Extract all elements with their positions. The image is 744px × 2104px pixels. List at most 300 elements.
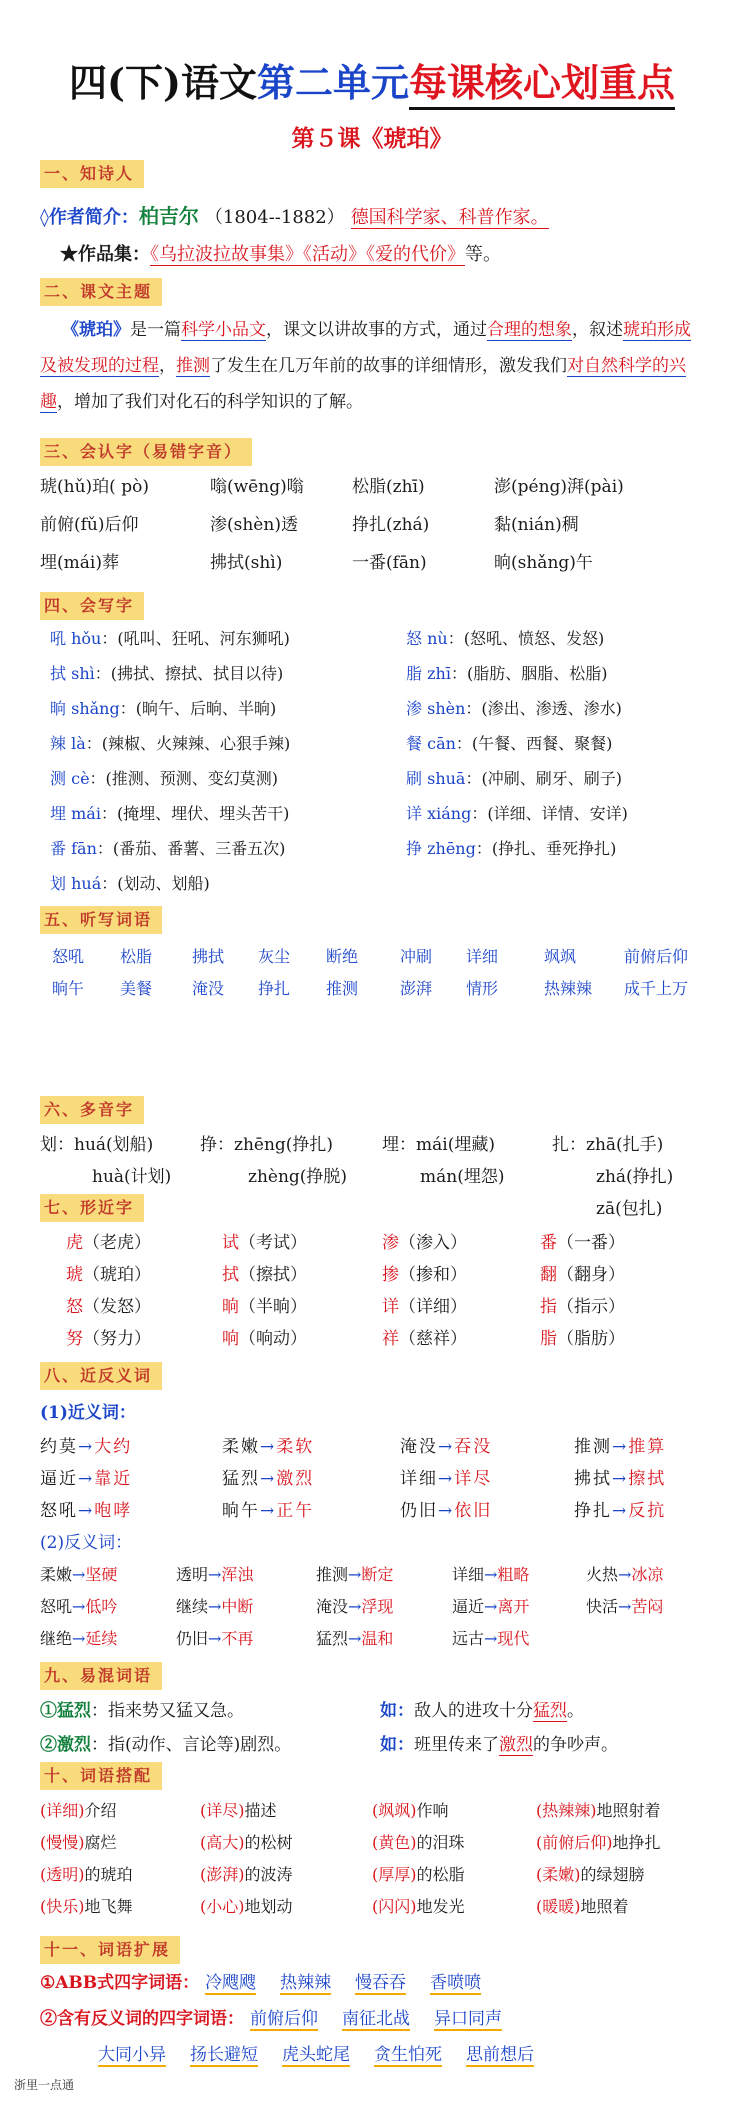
similar-char: 响 xyxy=(222,1329,239,1349)
extend-abb: ①ABB式四字词语： 冷飕飕 热辣辣 慢吞吞 香喷喷 xyxy=(40,1973,482,1993)
antonym-answer: 离开 xyxy=(497,1597,530,1616)
collocation-pair xyxy=(40,1798,117,1821)
dictation-word: 成千上万 xyxy=(624,979,689,998)
dictation-word: 灰尘 xyxy=(258,947,291,966)
recognize-word: 一番(fān) xyxy=(352,553,427,573)
polyphone-zheng: 挣：zhēng(挣扎) xyxy=(200,1135,334,1155)
write-words: ：(怒吼、愤怒、发怒) xyxy=(447,629,605,648)
write-char: 划 xyxy=(50,874,67,893)
collocation-word: 地划动 xyxy=(244,1897,293,1916)
similar-char-row xyxy=(382,1292,467,1317)
extend-abb-words xyxy=(199,1973,481,1993)
synonym-answer: 大约 xyxy=(94,1437,133,1457)
similar-char: 详 xyxy=(382,1297,399,1317)
write-words: ：(辣椒、火辣辣、心狠手辣) xyxy=(85,734,291,753)
collocation-pair xyxy=(372,1894,465,1917)
extend-word: 虎头蛇尾 xyxy=(282,2045,350,2065)
collocation-word: 的琥珀 xyxy=(84,1865,133,1884)
recognize-word: 黏(nián)稠 xyxy=(494,515,579,535)
arrow-icon: → xyxy=(438,1501,455,1521)
write-char-row xyxy=(50,871,210,894)
write-char: 晌 xyxy=(50,699,67,718)
synonym-answer: 详尽 xyxy=(454,1469,493,1489)
write-char: 挣 xyxy=(406,839,423,858)
antonym-answer: 坚硬 xyxy=(85,1565,118,1584)
similar-char-row xyxy=(222,1292,307,1317)
collocation-fill: (闪闪) xyxy=(372,1897,417,1916)
extend-word: 扬长避短 xyxy=(190,2045,258,2065)
collocation-fill: (黄色) xyxy=(372,1833,417,1852)
collocation-fill: (详细) xyxy=(40,1801,85,1820)
synonym-pair xyxy=(400,1496,492,1521)
confuse-word: 激烈 xyxy=(57,1735,91,1755)
collocation-pair xyxy=(372,1862,465,1885)
dictation-word: 怒吼 xyxy=(52,947,85,966)
works-tail: 等。 xyxy=(465,244,501,265)
section-heading-polyphone: 六、多音字 xyxy=(40,1096,144,1124)
collocation-fill: (小心) xyxy=(200,1897,245,1916)
similar-word: （响动） xyxy=(239,1329,307,1349)
extend-word: 异口同声 xyxy=(434,2009,502,2029)
synonym-pair xyxy=(222,1496,314,1521)
antonym-pair xyxy=(176,1626,253,1649)
similar-char-row xyxy=(382,1228,467,1253)
collocation-pair xyxy=(40,1830,117,1853)
dictation-word: 美餐 xyxy=(120,979,153,998)
write-words: ：(吼叫、狂吼、河东狮吼) xyxy=(101,629,290,648)
similar-char-row xyxy=(540,1324,625,1349)
write-char-row xyxy=(406,801,628,824)
extend-word: 热辣辣 xyxy=(280,1973,332,1993)
synonym-word: 猛烈 xyxy=(222,1469,260,1489)
extend-word: 香喷喷 xyxy=(430,1973,482,1993)
write-char-row xyxy=(406,731,612,754)
dictation-word: 澎湃 xyxy=(400,979,433,998)
write-words: ：(推测、预测、变幻莫测) xyxy=(89,769,279,788)
write-words: ：(掩埋、埋伏、埋头苦干) xyxy=(100,804,290,823)
confuse-example xyxy=(380,1730,618,1755)
antonym-pair xyxy=(316,1562,393,1585)
similar-char: 试 xyxy=(222,1233,239,1253)
write-char: 刷 xyxy=(406,769,423,788)
dictation-word: 晌午 xyxy=(52,979,85,998)
synonym-pair xyxy=(222,1432,314,1457)
arrow-icon: → xyxy=(438,1437,455,1457)
dictation-word: 飒飒 xyxy=(544,947,577,966)
write-pinyin: là xyxy=(66,734,86,753)
similar-word: （指示） xyxy=(557,1297,625,1317)
write-pinyin: zhēng xyxy=(422,839,476,858)
synonym-pair xyxy=(40,1432,132,1457)
write-char: 渗 xyxy=(406,699,423,718)
arrow-icon: → xyxy=(72,1597,86,1616)
similar-word: （掺和） xyxy=(399,1265,467,1285)
write-char-row xyxy=(50,731,290,754)
write-char: 脂 xyxy=(406,664,423,683)
author-desc: 德国科学家、科普作家。 xyxy=(350,207,549,228)
collocation-word: 地照着 xyxy=(580,1897,629,1916)
extend-antonym-words-2 xyxy=(92,2045,534,2065)
recognize-word: 琥(hǔ)珀( pò) xyxy=(40,477,149,497)
write-pinyin: fān xyxy=(66,839,97,858)
section-heading-dictation: 五、听写词语 xyxy=(40,906,162,934)
synonym-answer: 依旧 xyxy=(454,1501,493,1521)
confuse-example-text: 班里传来了 xyxy=(414,1735,499,1755)
confuse-example xyxy=(380,1696,584,1721)
write-char-row xyxy=(50,766,278,789)
synonym-answer: 正午 xyxy=(276,1501,315,1521)
footer-watermark: 浙里一点通 xyxy=(14,2078,75,2092)
collocation-fill: (慢慢) xyxy=(40,1833,85,1852)
recognize-word: 嗡(wēng)嗡 xyxy=(210,477,304,497)
dictation-word: 松脂 xyxy=(120,947,153,966)
antonym-pair xyxy=(316,1626,393,1649)
write-char-row xyxy=(406,696,622,719)
write-pinyin: mái xyxy=(66,804,101,823)
write-char: 详 xyxy=(406,804,423,823)
similar-word: （详细） xyxy=(399,1297,467,1317)
similar-char: 祥 xyxy=(382,1329,399,1349)
write-words: ：(午餐、西餐、聚餐) xyxy=(455,734,613,753)
antonym-label: (2)反义词： xyxy=(40,1533,133,1553)
polyphone-zha-2: zhá(挣扎) xyxy=(596,1167,674,1187)
similar-char-row xyxy=(66,1228,151,1253)
similar-char: 掺 xyxy=(382,1265,399,1285)
work-1: 《乌拉波拉故事集》 xyxy=(150,244,303,265)
works-label: ★作品集： xyxy=(60,244,150,265)
dictation-word: 情形 xyxy=(466,979,499,998)
antonym-pair xyxy=(40,1626,117,1649)
polyphone-hua: 划：huá(划船) xyxy=(40,1135,154,1155)
polyphone-mai: 埋：mái(埋藏) xyxy=(382,1135,495,1155)
collocation-word: 的波涛 xyxy=(244,1865,293,1884)
collocation-fill: (厚厚) xyxy=(372,1865,417,1884)
synonym-word: 怒吼 xyxy=(40,1501,78,1521)
arrow-icon: → xyxy=(78,1501,95,1521)
work-3: 《爱的代价》 xyxy=(366,244,465,265)
collocation-fill: (前俯后仰) xyxy=(536,1833,613,1852)
arrow-icon: → xyxy=(78,1469,95,1489)
recognize-word: 澎(péng)湃(pài) xyxy=(494,477,624,497)
synonym-pair xyxy=(574,1432,666,1457)
recognize-word: 渗(shèn)透 xyxy=(210,515,298,535)
write-pinyin: shuā xyxy=(422,769,466,788)
write-pinyin: shèn xyxy=(422,699,466,718)
antonym-pair xyxy=(452,1594,529,1617)
similar-word: （发怒） xyxy=(83,1297,151,1317)
arrow-icon: → xyxy=(348,1565,362,1584)
write-char: 吼 xyxy=(50,629,67,648)
confuse-example-tail: 。 xyxy=(567,1701,584,1721)
collocation-pair xyxy=(200,1798,277,1821)
write-char-row xyxy=(50,836,285,859)
antonym-pair xyxy=(586,1594,663,1617)
write-words: ：(脂肪、胭脂、松脂) xyxy=(450,664,608,683)
write-words: ：(晌午、后晌、半晌) xyxy=(119,699,277,718)
synonym-word: 挣扎 xyxy=(574,1501,612,1521)
antonym-answer: 不再 xyxy=(221,1629,254,1648)
antonym-pair xyxy=(176,1562,253,1585)
arrow-icon: → xyxy=(260,1469,277,1489)
arrow-icon: → xyxy=(484,1597,498,1616)
collocation-pair xyxy=(372,1798,449,1821)
arrow-icon: → xyxy=(618,1565,632,1584)
section-heading-extend: 十一、词语扩展 xyxy=(40,1936,180,1964)
similar-char: 渗 xyxy=(382,1233,399,1253)
arrow-icon: → xyxy=(438,1469,455,1489)
write-char: 餐 xyxy=(406,734,423,753)
antonym-answer: 粗略 xyxy=(497,1565,530,1584)
similar-char-row xyxy=(66,1324,151,1349)
antonym-answer: 苦闷 xyxy=(631,1597,664,1616)
arrow-icon: → xyxy=(208,1565,222,1584)
synonym-pair xyxy=(574,1496,666,1521)
write-char: 埋 xyxy=(50,804,67,823)
confuse-example-text: 敌人的进攻十分 xyxy=(414,1701,533,1721)
similar-char: 虎 xyxy=(66,1233,83,1253)
extend-word: 冷飕飕 xyxy=(205,1973,257,1993)
antonym-answer: 低吟 xyxy=(85,1597,118,1616)
dictation-word: 详细 xyxy=(466,947,499,966)
write-pinyin: xiáng xyxy=(422,804,472,823)
collocation-word: 的泪珠 xyxy=(416,1833,465,1852)
work-2: 《活动》 xyxy=(303,244,366,265)
similar-char-row xyxy=(382,1260,467,1285)
collocation-pair xyxy=(536,1798,661,1821)
collocation-word: 地飞舞 xyxy=(84,1897,133,1916)
collocation-pair xyxy=(536,1862,645,1885)
similar-char: 努 xyxy=(66,1329,83,1349)
dictation-word: 淹没 xyxy=(192,979,225,998)
lesson-title: 第５课《琥珀》 xyxy=(291,125,453,152)
antonym-word: 柔嫩 xyxy=(40,1565,73,1584)
write-words: ：(详细、详情、安详) xyxy=(471,804,628,823)
antonym-word: 继绝 xyxy=(40,1629,73,1648)
author-works xyxy=(60,240,501,266)
collocation-word: 地挣扎 xyxy=(612,1833,661,1852)
synonym-answer: 擦拭 xyxy=(628,1469,667,1489)
similar-char-row xyxy=(540,1228,625,1253)
synonym-answer: 柔软 xyxy=(276,1437,315,1457)
write-char: 测 xyxy=(50,769,67,788)
collocation-word: 腐烂 xyxy=(84,1833,117,1852)
collocation-fill: (飒飒) xyxy=(372,1801,417,1820)
section-heading-similar: 七、形近字 xyxy=(40,1194,144,1222)
recognize-word: 挣扎(zhá) xyxy=(352,515,430,535)
arrow-icon: → xyxy=(78,1437,95,1457)
theme-paragraph: 《琥珀》是一篇科学小品文，课文以讲故事的方式，通过合理的想象，叙述琥珀形成及被发现的过程，推测了发生在几万年前的故事的详细情形，激发我们对自然科学的兴趣，增加了我们对化石的科学知识的了解。 xyxy=(40,320,691,412)
collocation-word: 描述 xyxy=(244,1801,277,1820)
write-words: ：(划动、划船) xyxy=(101,874,210,893)
write-pinyin: shì xyxy=(66,664,95,683)
dictation-word: 前俯后仰 xyxy=(624,947,689,966)
synonym-pair xyxy=(400,1464,492,1489)
collocation-word: 的松脂 xyxy=(416,1865,465,1884)
antonym-word: 详细 xyxy=(452,1565,485,1584)
similar-word: （一番） xyxy=(557,1233,625,1253)
extend-antonym-words xyxy=(244,2009,502,2029)
title-grade: 四(下)语文 xyxy=(69,60,257,105)
antonym-pair xyxy=(176,1594,253,1617)
synonym-word: 仍旧 xyxy=(400,1501,438,1521)
synonym-word: 柔嫩 xyxy=(222,1437,260,1457)
arrow-icon: → xyxy=(612,1437,629,1457)
extend-word: 南征北战 xyxy=(342,2009,410,2029)
antonym-answer: 现代 xyxy=(497,1629,530,1648)
antonym-pair xyxy=(586,1562,663,1585)
recognize-word: 松脂(zhī) xyxy=(352,477,425,497)
synonym-answer: 激烈 xyxy=(276,1469,315,1489)
collocation-pair xyxy=(200,1862,293,1885)
write-pinyin: nù xyxy=(422,629,448,648)
similar-char-row xyxy=(222,1324,307,1349)
extend-word: 大同小异 xyxy=(98,2045,166,2065)
antonym-pair xyxy=(316,1594,393,1617)
similar-word: （老虎） xyxy=(83,1233,151,1253)
confuse-example-tail: 的争吵声。 xyxy=(533,1735,618,1755)
polyphone-zha-3: zā(包扎) xyxy=(596,1199,663,1219)
antonym-answer: 浑浊 xyxy=(221,1565,254,1584)
arrow-icon: → xyxy=(348,1629,362,1648)
dictation-word: 推测 xyxy=(326,979,359,998)
title-topic: 每课核心划重点 xyxy=(409,60,675,110)
collocation-fill: (澎湃) xyxy=(200,1865,245,1884)
antonym-word: 火热 xyxy=(586,1565,619,1584)
page-title xyxy=(0,52,744,107)
collocation-word: 的松树 xyxy=(244,1833,293,1852)
arrow-icon: → xyxy=(484,1565,498,1584)
synonym-word: 详细 xyxy=(400,1469,438,1489)
arrow-icon: → xyxy=(72,1565,86,1584)
antonym-word: 怒吼 xyxy=(40,1597,73,1616)
antonym-answer: 浮现 xyxy=(361,1597,394,1616)
collocation-word: 介绍 xyxy=(84,1801,117,1820)
recognize-word: 埋(mái)葬 xyxy=(40,553,119,573)
synonym-answer: 反抗 xyxy=(628,1501,667,1521)
write-pinyin: cān xyxy=(422,734,456,753)
synonym-pair xyxy=(400,1432,492,1457)
antonym-answer: 冰凉 xyxy=(631,1565,664,1584)
section-heading-collocation: 十、词语搭配 xyxy=(40,1762,162,1790)
write-words: ：(挣扎、垂死挣扎) xyxy=(475,839,617,858)
write-words: ：(渗出、渗透、渗水) xyxy=(465,699,622,718)
antonym-answer: 中断 xyxy=(221,1597,254,1616)
antonym-word: 透明 xyxy=(176,1565,209,1584)
antonym-pair xyxy=(40,1594,117,1617)
collocation-word: 作响 xyxy=(416,1801,449,1820)
author-years: （1804--1882） xyxy=(204,207,345,228)
arrow-icon: → xyxy=(612,1469,629,1489)
synonym-pair xyxy=(40,1496,132,1521)
author-name: 柏吉尔 xyxy=(138,204,199,228)
title-unit: 第二单元 xyxy=(256,60,409,105)
polyphone-zha: 扎：zhā(扎手) xyxy=(552,1135,664,1155)
similar-word: （翻身） xyxy=(557,1265,625,1285)
collocation-pair xyxy=(372,1830,465,1853)
write-char: 怒 xyxy=(406,629,423,648)
write-pinyin: zhī xyxy=(422,664,451,683)
synonym-word: 拂拭 xyxy=(574,1469,612,1489)
arrow-icon: → xyxy=(260,1437,277,1457)
collocation-pair xyxy=(536,1830,661,1853)
write-char-row xyxy=(406,661,607,684)
synonym-word: 淹没 xyxy=(400,1437,438,1457)
section-heading-synonym: 八、近反义词 xyxy=(40,1362,162,1390)
similar-char-row xyxy=(382,1324,467,1349)
similar-word: （考试） xyxy=(239,1233,307,1253)
collocation-pair xyxy=(200,1830,293,1853)
synonym-answer: 咆哮 xyxy=(94,1501,133,1521)
write-words: ：(拂拭、擦拭、拭目以待) xyxy=(94,664,284,683)
antonym-word: 推测 xyxy=(316,1565,349,1584)
write-char-row xyxy=(406,836,616,859)
confuse-number: ① xyxy=(40,1701,57,1721)
section-heading-write: 四、会写字 xyxy=(40,592,144,620)
confuse-word: 猛烈 xyxy=(57,1701,91,1721)
recognize-word: 前俯(fǔ)后仰 xyxy=(40,515,139,535)
collocation-fill: (详尽) xyxy=(200,1801,245,1820)
collocation-fill: (热辣辣) xyxy=(536,1801,597,1820)
synonym-answer: 吞没 xyxy=(454,1437,493,1457)
write-char-row xyxy=(50,626,290,649)
collocation-word: 地照射着 xyxy=(596,1801,661,1820)
similar-word: （擦拭） xyxy=(239,1265,307,1285)
antonym-pair xyxy=(40,1562,117,1585)
similar-char-row xyxy=(222,1228,307,1253)
section-heading-author: 一、知诗人 xyxy=(40,160,144,188)
confuse-example-word: 猛烈 xyxy=(533,1701,567,1721)
arrow-icon: → xyxy=(72,1629,86,1648)
collocation-fill: (高大) xyxy=(200,1833,245,1852)
synonym-label: (1)近义词： xyxy=(40,1403,136,1423)
write-char-row xyxy=(50,696,276,719)
collocation-fill: (快乐) xyxy=(40,1897,85,1916)
similar-char: 拭 xyxy=(222,1265,239,1285)
confuse-def: ：指来势又猛又急。 xyxy=(91,1701,244,1721)
section-heading-theme: 二、课文主题 xyxy=(40,278,162,306)
synonym-answer: 推算 xyxy=(628,1437,667,1457)
polyphone-hua-2: huà(计划) xyxy=(92,1167,172,1187)
confuse-item xyxy=(40,1696,244,1721)
confuse-def: ：指(动作、言论等)剧烈。 xyxy=(91,1735,292,1755)
synonym-word: 约莫 xyxy=(40,1437,78,1457)
similar-char: 晌 xyxy=(222,1297,239,1317)
antonym-word: 远古 xyxy=(452,1629,485,1648)
similar-char-row xyxy=(66,1260,151,1285)
extend-word: 贪生怕死 xyxy=(374,2045,442,2065)
arrow-icon: → xyxy=(618,1597,632,1616)
collocation-fill: (透明) xyxy=(40,1865,85,1884)
antonym-word: 仍旧 xyxy=(176,1629,209,1648)
write-pinyin: shǎng xyxy=(66,699,120,718)
confuse-example-label: 如： xyxy=(380,1701,414,1721)
dictation-word: 挣扎 xyxy=(258,979,291,998)
similar-char: 脂 xyxy=(540,1329,557,1349)
write-pinyin: hǒu xyxy=(66,629,102,648)
confuse-item xyxy=(40,1730,291,1755)
write-pinyin: cè xyxy=(66,769,90,788)
collocation-pair xyxy=(536,1894,629,1917)
similar-char: 琥 xyxy=(66,1265,83,1285)
similar-char-row xyxy=(540,1292,625,1317)
polyphone-zheng-2: zhèng(挣脱) xyxy=(248,1167,348,1187)
antonym-answer: 延续 xyxy=(85,1629,118,1648)
synonym-pair xyxy=(40,1464,132,1489)
similar-char-row xyxy=(540,1260,625,1285)
similar-word: （渗入） xyxy=(399,1233,467,1253)
section-heading-recognize: 三、会认字（易错字音） xyxy=(40,438,252,466)
synonym-word: 推测 xyxy=(574,1437,612,1457)
